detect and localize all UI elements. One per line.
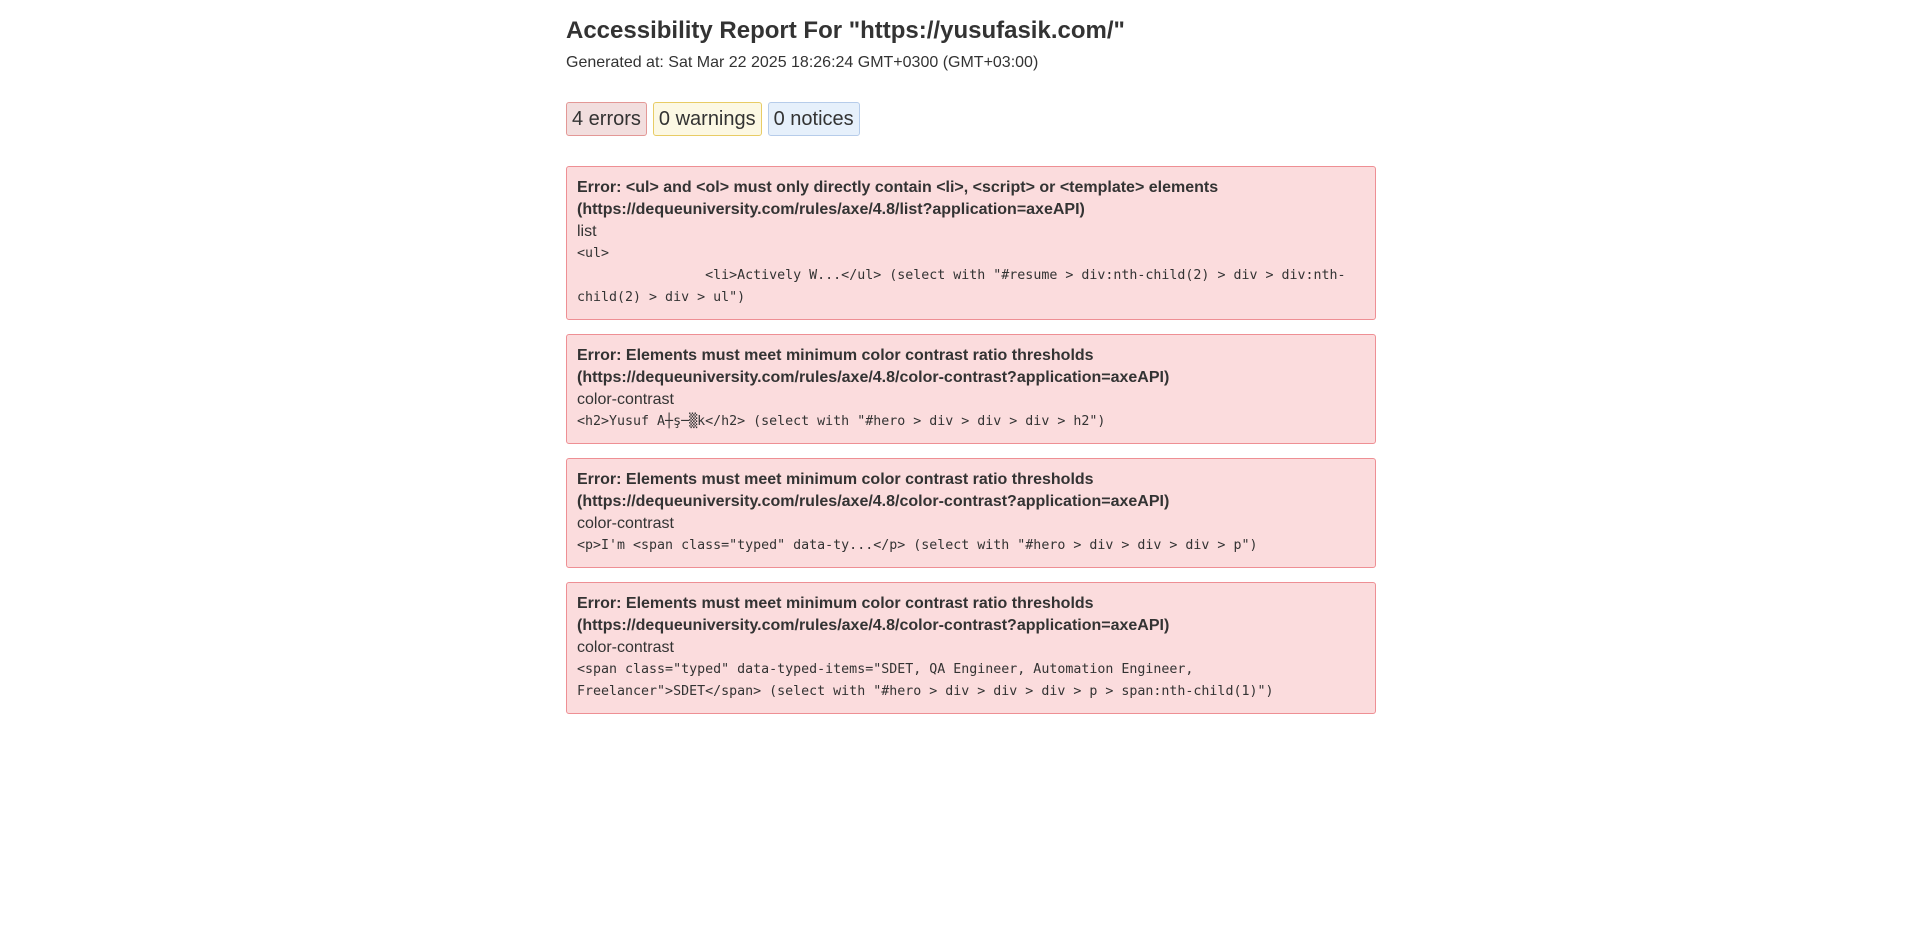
issue-title: Error: <ul> and <ol> must only directly contain <li>, <script> or <template> elements (https://dequeuniversity.com/rules/axe/4.8/list?application=axeAPI) [577,179,1219,218]
issues-list [566,166,1376,714]
issue-code: list [577,223,597,240]
issue-title: Error: Elements must meet minimum color contrast ratio thresholds (https://dequeuniversity.com/rules/axe/4.8/color-contrast?application=axeAPI) [577,595,1170,634]
errors-count-badge: 4 errors [566,102,647,136]
issue-context: <p>I'm <span class="typed" data-ty...</p> (select with "#hero > div > div > div > p") [577,538,1258,553]
issue-context: <ul> <li>Actively W...</ul> (select with "#resume > div:nth-child(2) > div > div:nth-child(2) > div > ul") [577,246,1346,305]
issue-context: <h2>Yusuf A┼ş─▒k</h2> (select with "#hero > div > div > div > h2") [577,414,1106,429]
issue-code: color-contrast [577,515,674,532]
issue-title: Error: Elements must meet minimum color contrast ratio thresholds (https://dequeuniversity.com/rules/axe/4.8/color-contrast?application=axeAPI) [577,347,1170,386]
issue-item [566,582,1376,714]
issue-item [566,458,1376,568]
issue-code: color-contrast [577,639,674,656]
issue-title: Error: Elements must meet minimum color contrast ratio thresholds (https://dequeuniversity.com/rules/axe/4.8/color-contrast?application=axeAPI) [577,471,1170,510]
report-container [566,0,1376,728]
issue-item [566,334,1376,444]
page-title: Accessibility Report For "https://yusufasik.com/" [566,17,1125,44]
issue-context: <span class="typed" data-typed-items="SDET, QA Engineer, Automation Engineer, Freelancer">SDET</span> (select with "#hero > div > div > div > p > span:nth-child(1)") [577,662,1274,699]
notices-count-badge: 0 notices [768,102,860,136]
issue-item [566,166,1376,320]
issue-code: color-contrast [577,391,674,408]
warnings-count-badge: 0 warnings [653,102,762,136]
generated-timestamp: Generated at: Sat Mar 22 2025 18:26:24 GMT+0300 (GMT+03:00) [566,54,1039,71]
issue-counts [566,102,1376,136]
